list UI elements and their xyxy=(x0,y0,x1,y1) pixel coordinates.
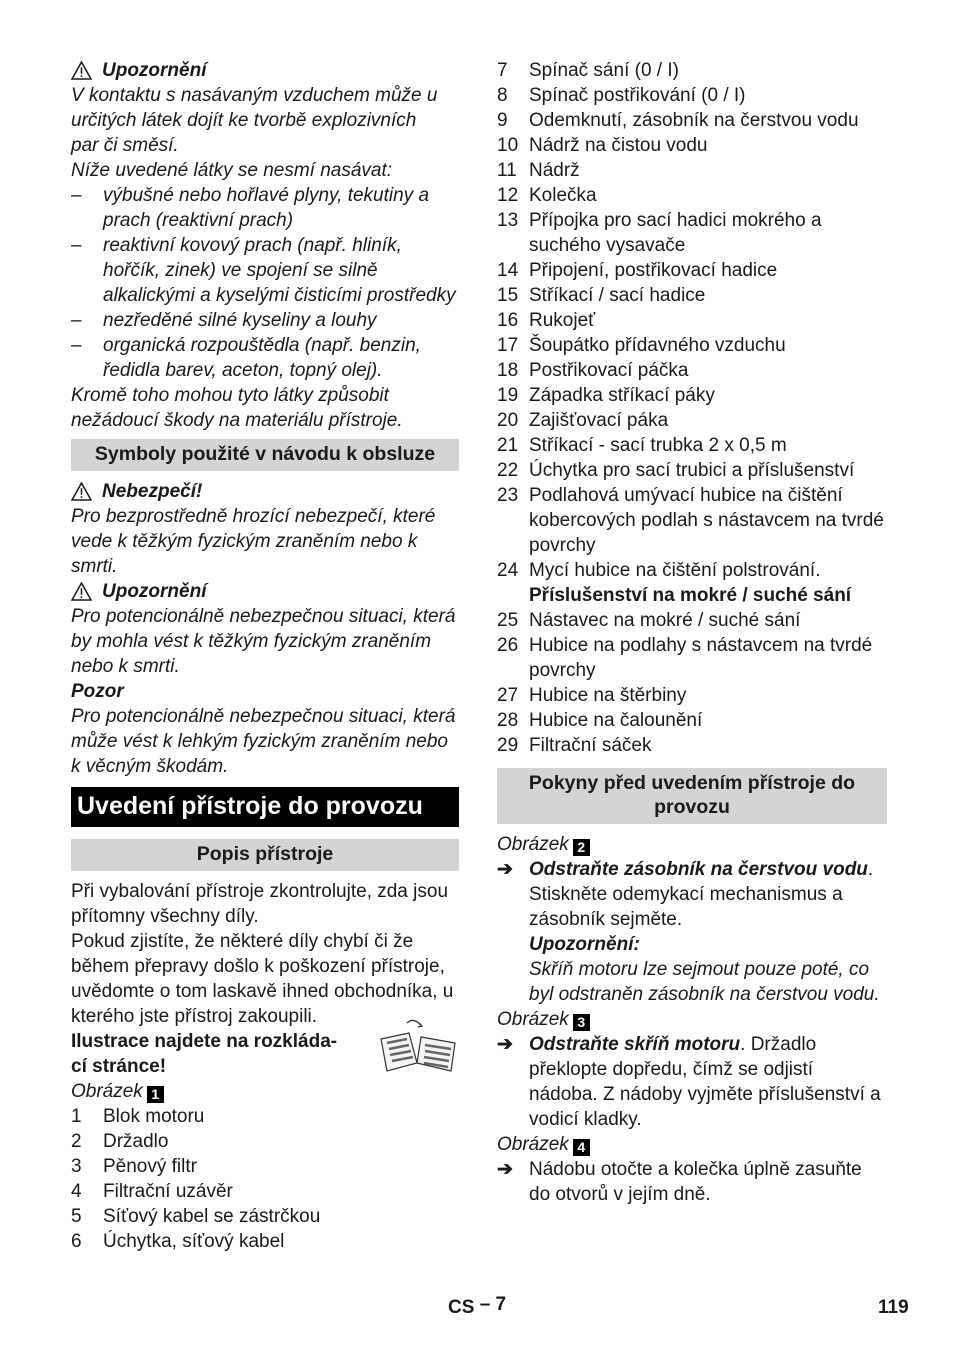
footer-language-page: CS – 7 xyxy=(448,1294,507,1318)
list-item: 6 Úchytka, síťový kabel xyxy=(71,1231,285,1252)
warning-triangle-icon xyxy=(71,482,92,501)
list-item: 17 Šoupátko přídavného vzduchu xyxy=(497,335,786,356)
parts-list xyxy=(71,1104,459,1254)
warning-title: Upozornění xyxy=(102,581,207,602)
warning-text-line: V kontaktu s nasávaným vzduchem může u xyxy=(71,85,438,106)
left-column xyxy=(71,58,459,1254)
list-item: 20 Zajišťovací páka xyxy=(497,410,669,431)
figure-number-badge: 4 xyxy=(573,1139,590,1156)
section-heading-before-use: Pokyny před uvedením přístroje do provozu xyxy=(497,768,887,824)
warning-triangle-icon xyxy=(71,61,92,80)
warning-text-line: Níže uvedené látky se nesmí nasávat: xyxy=(71,160,393,181)
list-item: 7 Spínač sání (0 / I) xyxy=(497,60,679,81)
list-item: 1 Blok motoru xyxy=(71,1106,205,1127)
list-item: 22 Úchytka pro sací trubici a příslušenství xyxy=(497,460,855,481)
description-paragraph: Při vybalování přístroje zkontrolujte, zda jsou přítomny všechny díly. xyxy=(71,881,449,927)
dash-item: – reaktivní kovový prach (např. hliník, hořčík, zinek) ve spojení se silně alkalickými a kyselými čisticími prostředky xyxy=(71,235,456,306)
list-item: 18 Postřikovací páčka xyxy=(497,360,689,381)
illustration-note-row xyxy=(71,1029,459,1079)
list-item: 19 Západka stříkací páky xyxy=(497,385,715,406)
list-item: 5 Síťový kabel se zástrčkou xyxy=(71,1206,321,1227)
list-item: 23 Podlahová umývací hubice na čištění kobercových podlah s nástavcem na tvrdé povrchy xyxy=(497,485,884,556)
note-text: Skříň motoru lze sejmout pouze poté, co byl odstraněn zásobník na čerstvou vodu. xyxy=(529,959,880,1005)
list-item: 21 Stříkací - sací trubka 2 x 0,5 m xyxy=(497,435,787,456)
list-item: 28 Hubice na čalounění xyxy=(497,710,703,731)
arrow-icon: ➔ xyxy=(497,1034,513,1055)
arrow-icon: ➔ xyxy=(497,1159,513,1180)
dash-item: – nezředěné silné kyseliny a louhy xyxy=(71,310,377,331)
list-item: 25 Nástavec na mokré / suché sání xyxy=(497,610,801,631)
dash-item: – výbušné nebo hořlavé plyny, tekutiny a prach (reaktivní prach) xyxy=(71,185,430,231)
figure-number-badge: 2 xyxy=(573,839,590,856)
danger-text: Pro bezprostředně hrozící nebezpečí, které vede k těžkým fyzickým zraněním nebo k smrti. xyxy=(71,506,436,577)
instruction-step: ➔ Odstraňte zásobník na čerstvou vodu. Stiskněte odemykací mechanismus a zásobník sejměte. xyxy=(497,859,874,930)
instruction-step: ➔ Odstraňte skříň motoru. Držadlo překlopte dopředu, čímž se odjistí nádoba. Z nádoby vyjměte příslušenství a vodicí kladky. xyxy=(497,1034,881,1130)
warning-text-line: par či směsí. xyxy=(71,135,179,156)
dash-item: – organická rozpouštědla (např. benzin, ředidla barev, aceton, topný olej). xyxy=(71,335,421,381)
illustration-note: Ilustrace najdete na rozkláda- cí stránce! xyxy=(71,1031,338,1077)
warning-triangle-icon xyxy=(71,582,92,601)
warning-heading xyxy=(71,579,459,604)
list-item: 15 Stříkací / sací hadice xyxy=(497,285,706,306)
section-heading-description: Popis přístroje xyxy=(71,839,459,871)
list-item: 8 Spínač postřikování (0 / I) xyxy=(497,85,746,106)
list-item: 26 Hubice na podlahy s nástavcem na tvrdé povrchy xyxy=(497,635,873,681)
figure-reference: Obrázek 1 xyxy=(71,1079,459,1104)
list-item: 27 Hubice na štěrbiny xyxy=(497,685,687,706)
caution-text: Pro potencionálně nebezpečnou situaci, která může vést k lehkým fyzickým zraněním nebo k věcným škodám. xyxy=(71,706,456,777)
list-item: 14 Připojení, postřikovací hadice xyxy=(497,260,778,281)
list-item: 4 Filtrační uzávěr xyxy=(71,1181,233,1202)
list-item: 11 Nádrž xyxy=(497,160,580,181)
accessories-list xyxy=(497,608,887,758)
danger-heading xyxy=(71,479,459,504)
list-item: 12 Kolečka xyxy=(497,185,597,206)
warning-text-line: určitých látek dojít ke tvorbě explozivních xyxy=(71,110,417,131)
parts-list-continued xyxy=(497,58,887,583)
list-item: 9 Odemknutí, zásobník na čerstvou vodu xyxy=(497,110,859,131)
warning-text: Pro potencionálně nebezpečnou situaci, která by mohla vést k těžkým fyzickým zraněním nebo k smrti. xyxy=(71,606,456,677)
section-heading-symbols: Symboly použité v návodu k obsluze xyxy=(71,439,459,471)
warning-after-text: Kromě toho mohou tyto látky způsobit nežádoucí škody na materiálu přístroje. xyxy=(71,385,403,431)
figure-number-badge: 3 xyxy=(573,1014,590,1031)
page-number: 119 xyxy=(878,1297,909,1318)
list-item: 10 Nádrž na čistou vodu xyxy=(497,135,708,156)
danger-title: Nebezpečí! xyxy=(102,481,203,502)
warning-heading xyxy=(71,58,459,83)
list-item: 16 Rukojeť xyxy=(497,310,596,331)
list-item: 2 Držadlo xyxy=(71,1131,169,1152)
figure-reference: Obrázek 4 xyxy=(497,1132,887,1157)
description-paragraph: Pokud zjistíte, že některé díly chybí či že během přepravy došlo k poškození přístroje, uvědomte o tom laskavě ihned obchodníka, u kterého jste přístroj zakoupili. xyxy=(71,931,454,1027)
accessories-heading: Příslušenství na mokré / suché sání xyxy=(529,585,852,606)
figure-reference: Obrázek 2 xyxy=(497,832,887,857)
warning-title: Upozornění xyxy=(102,60,207,81)
arrow-icon: ➔ xyxy=(497,859,513,880)
chapter-heading: Uvedení přístroje do provozu xyxy=(71,787,459,827)
list-item: 24 Mycí hubice na čištění polstrování. xyxy=(497,560,821,581)
right-column xyxy=(497,58,887,1207)
list-item: 29 Filtrační sáček xyxy=(497,735,652,756)
list-item: 13 Přípojka pro sací hadici mokrého a suchého vysavače xyxy=(497,210,822,256)
instruction-step: ➔ Nádobu otočte a kolečka úplně zasuňte do otvorů v jejím dně. xyxy=(497,1159,862,1205)
note-title: Upozornění: xyxy=(529,934,640,955)
list-item: 3 Pěnový filtr xyxy=(71,1156,197,1177)
figure-reference: Obrázek 3 xyxy=(497,1007,887,1032)
figure-number-badge: 1 xyxy=(147,1086,164,1103)
foldout-book-icon xyxy=(377,1017,459,1077)
caution-title: Pozor xyxy=(71,681,124,702)
